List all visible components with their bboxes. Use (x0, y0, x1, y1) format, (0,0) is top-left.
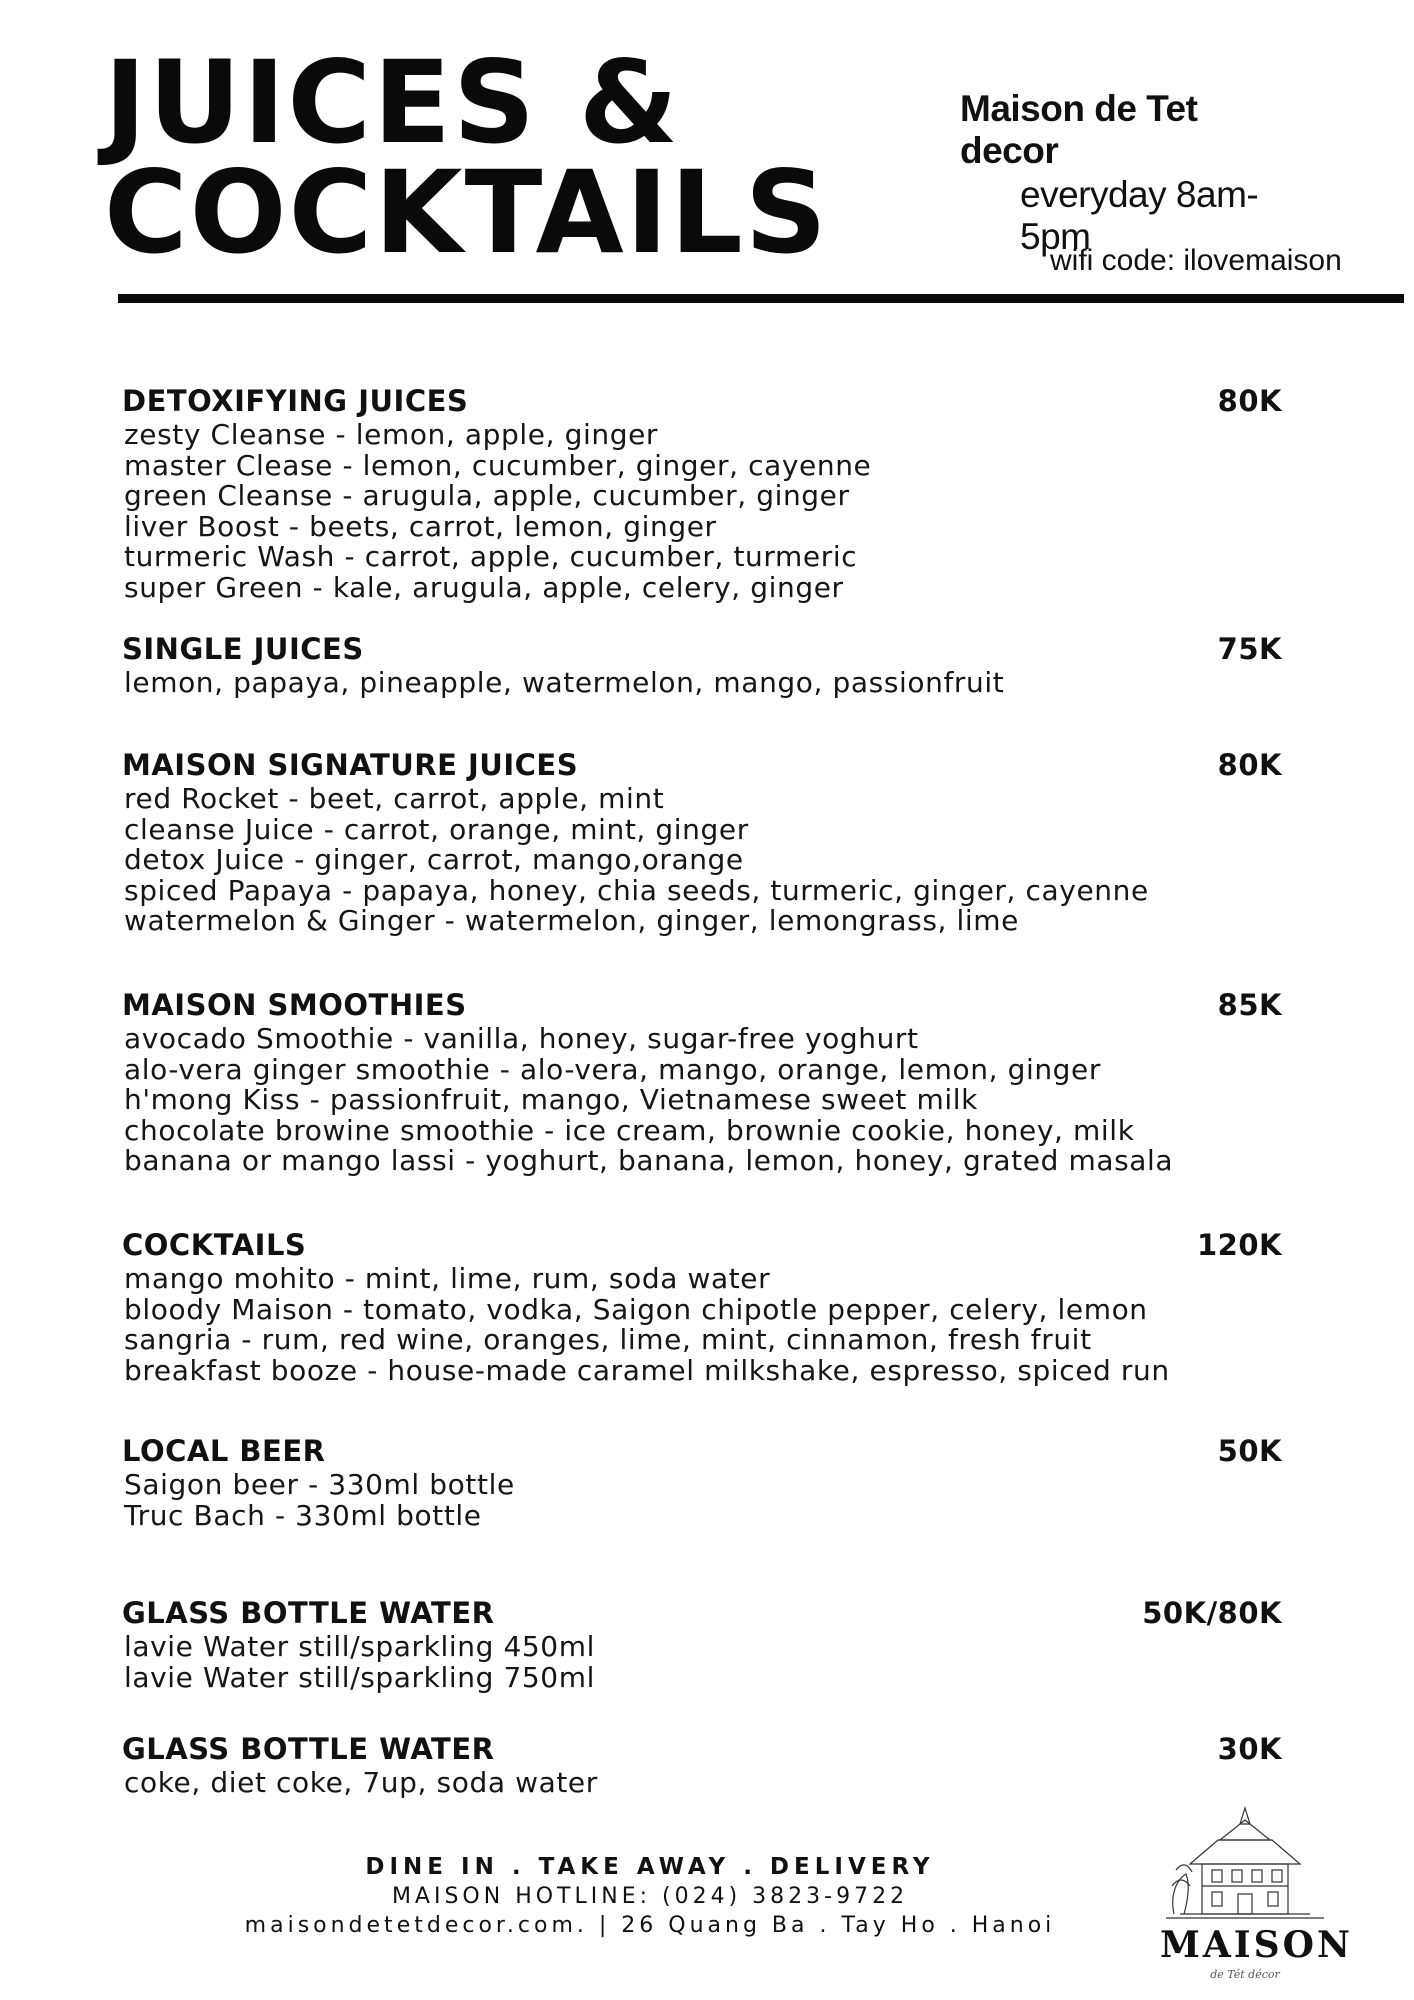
section-header (122, 1228, 1282, 1262)
menu-title (104, 36, 829, 279)
menu-item: coke, diet coke, 7up, soda water (124, 1766, 598, 1799)
section-price: 30K (1217, 1732, 1282, 1766)
menu-item: spiced Papaya - papaya, honey, chia seeds, turmeric, ginger, cayenne (124, 873, 1149, 907)
section-title: GLASS BOTTLE WATER (122, 1732, 495, 1766)
menu-item: bloody Maison - tomato, vodka, Saigon chipotle pepper, celery, lemon (124, 1292, 1148, 1326)
section-price: 50K (1217, 1434, 1282, 1468)
menu-section-signature-juices (122, 748, 1282, 937)
menu-title-line2: COCKTAILS (104, 146, 829, 279)
opening-hours: everyday 8am-5pm (1020, 174, 1259, 257)
brand-block (960, 88, 1300, 258)
menu-title-line1: JUICES & (104, 36, 681, 169)
logo-wordmark: MAISON (1160, 1924, 1353, 1966)
section-header (122, 1434, 1282, 1468)
section-title: MAISON SMOOTHIES (122, 988, 467, 1022)
section-title: LOCAL BEER (122, 1434, 326, 1468)
menu-item: avocado Smoothie - vanilla, honey, sugar-free yoghurt (124, 1022, 919, 1055)
menu-item: zesty Cleanse - lemon, apple, ginger (124, 418, 659, 451)
menu-item: sangria - rum, red wine, oranges, lime, mint, cinnamon, fresh fruit (124, 1323, 1092, 1356)
footer-address: maisondetetdecor.com. | 26 Quang Ba . Tay Ho . Hanoi (244, 1913, 1056, 1938)
menu-item: lavie Water still/sparkling 450ml (124, 1630, 595, 1663)
section-price: 50K/80K (1142, 1596, 1282, 1630)
section-items (124, 1024, 1282, 1177)
maison-logo (1160, 1800, 1353, 1990)
menu-item: turmeric Wash - carrot, apple, cucumber, turmeric (124, 540, 858, 573)
menu-item: lemon, papaya, pineapple, watermelon, mango, passionfruit (124, 666, 1005, 699)
menu-section-bottle-water (122, 1596, 1282, 1693)
section-price: 75K (1217, 632, 1282, 666)
menu-section-local-beer (122, 1434, 1282, 1531)
wifi-code: wifi code: ilovemaison (1050, 244, 1342, 277)
section-items (124, 1632, 1282, 1693)
logo-subtitle: de Tét décor (1210, 1968, 1280, 1981)
section-header (122, 384, 1282, 418)
menu-section-smoothies (122, 988, 1282, 1177)
menu-section-cocktails (122, 1228, 1282, 1386)
menu-item: cleanse Juice - carrot, orange, mint, ginger (124, 812, 749, 846)
section-price: 120K (1196, 1228, 1282, 1262)
menu-item: chocolate browine smoothie - ice cream, brownie cookie, honey, milk (124, 1113, 1135, 1147)
footer-hotline: MAISON HOTLINE: (024) 3823-9722 (391, 1884, 909, 1909)
menu-item: h'mong Kiss - passionfruit, mango, Vietnamese sweet milk (124, 1083, 978, 1116)
section-price: 80K (1217, 748, 1282, 782)
menu-item: Truc Bach - 330ml bottle (124, 1498, 482, 1532)
section-header (122, 1732, 1282, 1766)
section-price: 85K (1217, 988, 1282, 1022)
section-title: MAISON SIGNATURE JUICES (122, 748, 579, 782)
section-items (124, 420, 1282, 603)
menu-item: super Green - kale, arugula, apple, celery, ginger (124, 570, 844, 604)
menu-item: green Cleanse - arugula, apple, cucumber, ginger (124, 479, 850, 512)
menu-item: master Clease - lemon, cucumber, ginger, cayenne (124, 448, 872, 482)
menu-section-soft-drinks (122, 1732, 1282, 1799)
menu-item: detox Juice - ginger, carrot, mango,orange (124, 843, 744, 876)
section-title: GLASS BOTTLE WATER (122, 1596, 495, 1630)
section-header (122, 748, 1282, 782)
menu-item: Saigon beer - 330ml bottle (124, 1468, 515, 1501)
menu-item: liver Boost - beets, carrot, lemon, ginger (124, 509, 717, 543)
menu-item: lavie Water still/sparkling 750ml (124, 1660, 595, 1694)
brand-name: Maison de Tet decor (960, 88, 1198, 171)
section-title: SINGLE JUICES (122, 632, 364, 666)
section-items (124, 784, 1282, 937)
header-divider (118, 294, 1404, 303)
section-price: 80K (1217, 384, 1282, 418)
menu-section-detoxifying-juices (122, 384, 1282, 603)
section-title: COCKTAILS (122, 1228, 307, 1262)
section-items (124, 1264, 1282, 1386)
menu-item: red Rocket - beet, carrot, apple, mint (124, 782, 665, 815)
menu-item: watermelon & Ginger - watermelon, ginger, lemongrass, lime (124, 904, 1020, 937)
section-header (122, 632, 1282, 666)
menu-item: banana or mango lassi - yoghurt, banana, lemon, honey, grated masala (124, 1144, 1174, 1177)
footer (200, 1854, 1100, 1938)
menu-item: mango mohito - mint, lime, rum, soda water (124, 1262, 771, 1295)
section-items (124, 1470, 1282, 1531)
section-items (124, 1768, 1282, 1799)
section-header (122, 988, 1282, 1022)
footer-services: DINE IN . TAKE AWAY . DELIVERY (365, 1854, 935, 1880)
section-items (124, 668, 1282, 699)
section-header (122, 1596, 1282, 1630)
section-title: DETOXIFYING JUICES (122, 384, 469, 418)
menu-item: alo-vera ginger smoothie - alo-vera, mango, orange, lemon, ginger (124, 1052, 1101, 1086)
house-sketch-icon (1160, 1800, 1330, 1924)
menu-section-single-juices (122, 632, 1282, 699)
menu-item: breakfast booze - house-made caramel milkshake, espresso, spiced run (124, 1353, 1170, 1387)
